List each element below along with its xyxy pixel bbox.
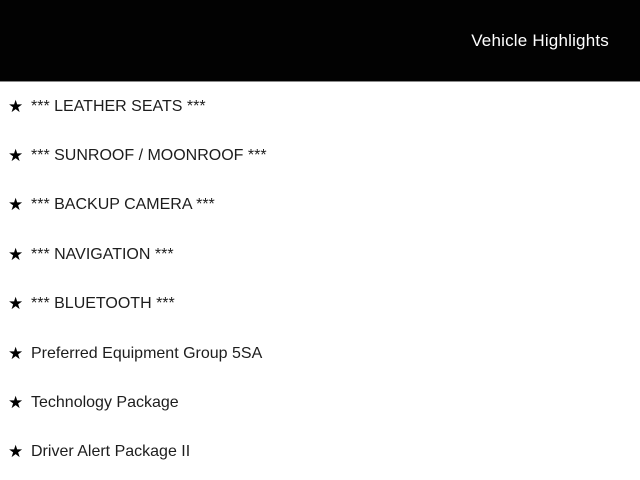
list-item [0, 329, 640, 378]
page-title: Vehicle Highlights [471, 30, 609, 50]
star-icon: ★ [8, 195, 24, 215]
list-item [0, 378, 640, 427]
highlight-label: Driver Alert Package II [31, 443, 191, 461]
highlight-label: *** SUNROOF / MOONROOF *** [31, 147, 267, 165]
highlights-list [0, 82, 640, 480]
list-item [0, 131, 640, 180]
star-icon: ★ [8, 294, 24, 314]
list-item [0, 181, 640, 230]
list-item [0, 428, 640, 477]
header-bar [0, 0, 640, 82]
list-item [0, 230, 640, 279]
highlight-label: Preferred Equipment Group 5SA [31, 344, 263, 362]
star-icon: ★ [8, 393, 24, 413]
highlight-label: Technology Package [31, 394, 179, 412]
highlight-label: *** NAVIGATION *** [31, 245, 174, 263]
star-icon: ★ [8, 96, 24, 116]
star-icon: ★ [8, 146, 24, 166]
star-icon: ★ [8, 244, 24, 264]
star-icon: ★ [8, 442, 24, 462]
highlight-label: *** BACKUP CAMERA *** [31, 196, 215, 214]
highlight-label: *** BLUETOOTH *** [31, 295, 175, 313]
highlight-label: *** LEATHER SEATS *** [31, 97, 206, 115]
list-item [0, 280, 640, 329]
star-icon: ★ [8, 343, 24, 363]
list-item [0, 82, 640, 131]
